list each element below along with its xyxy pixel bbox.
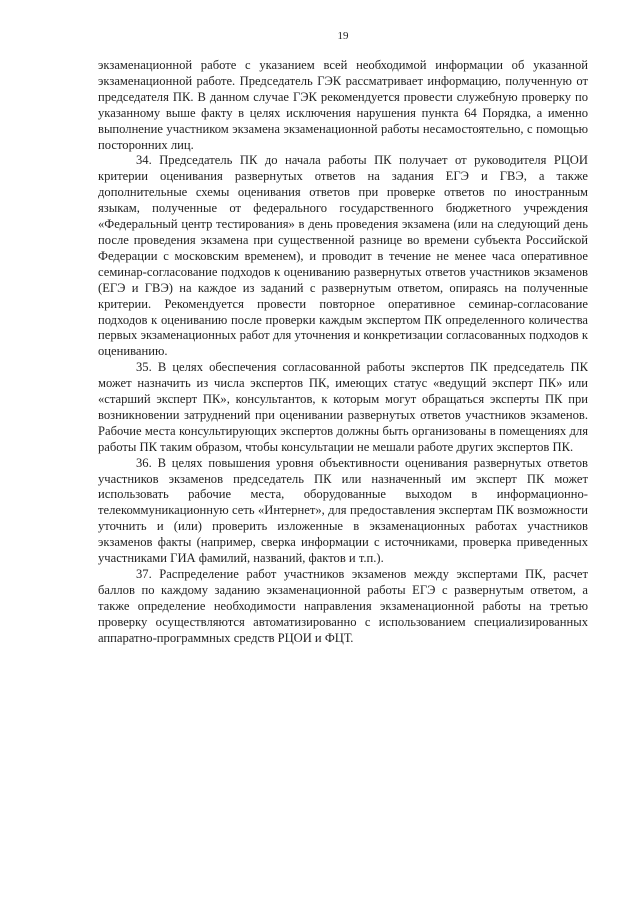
paragraph-continuation: экзаменационной работе с указанием всей необходимой информации об указанной экзаменационной работе. Председатель ГЭК рассматривает информацию, полученную от председателя ПК. В данном случае ГЭК рекомендуется провести служебную проверку по указанному выше факту в целях исключения нарушения пункта 64 Порядка, а именно выполнение участником экзамена экзаменационной работы несамостоятельно, с помощью посторонних лиц. — [98, 58, 588, 152]
paragraph-35: 35. В целях обеспечения согласованной работы экспертов ПК председатель ПК может назначить из числа экспертов ПК, имеющих статус «ведущий эксперт ПК» или «старший эксперт ПК», консультантов, к которым могут обращаться эксперты ПК при возникновении затруднений при оценивании развернутых ответов участников экзаменов. Рабочие места консультирующих экспертов должны быть организованы в помещениях для работы ПК таким образом, чтобы консультации не мешали работе других экспертов ПК. — [98, 360, 588, 454]
paragraph-34: 34. Председатель ПК до начала работы ПК получает от руководителя РЦОИ критерии оценивания развернутых ответов на задания ЕГЭ и ГВЭ, а также дополнительные схемы оценивания ответов при проверке ответов по иностранным языкам, полученные от федерального государственного бюджетного учреждения «Федеральный центр тестирования» в день проведения экзамена (или на следующий день после проведения экзамена при существенной разнице во времени субъекта Российской Федерации с московским временем), и проводит в течение не менее часа оперативное семинар-согласование подходов к оцениванию развернутых ответов участников экзаменов (ЕГЭ и ГВЭ) на каждое из заданий с развернутым ответом, опираясь на полученные критерии. Рекомендуется провести повторное оперативное семинар-согласование подходов к оцениванию после проверки каждым экспертом ПК определенного количества первых экзаменационных работ для уточнения и конкретизации согласованных подходов к оцениванию. — [98, 153, 588, 359]
paragraph-37: 37. Распределение работ участников экзаменов между экспертами ПК, расчет баллов по каждому заданию экзаменационной работы ЕГЭ с развернутым ответом, а также определение необходимости направления экзаменационной работы на третью проверку осуществляются автоматизированно с использованием специализированных аппаратно-программных средств РЦОИ и ФЦТ. — [98, 567, 588, 645]
page-number: 19 — [337, 30, 349, 42]
paragraph-36: 36. В целях повышения уровня объективности оценивания развернутых ответов участников экзаменов председатель ПК или назначенный им эксперт ПК может использовать рабочие места, оборудованные выходом в информационно-телекоммуникационную сеть «Интернет», для предоставления экспертам ПК возможности уточнить и (или) проверить изложенные в экзаменационных работах участников экзаменов факты (например, сверка информации с источниками, проверка приведенных участниками ГИА фамилий, названий, фактов и т.п.). — [98, 455, 588, 566]
document-body — [98, 58, 588, 647]
